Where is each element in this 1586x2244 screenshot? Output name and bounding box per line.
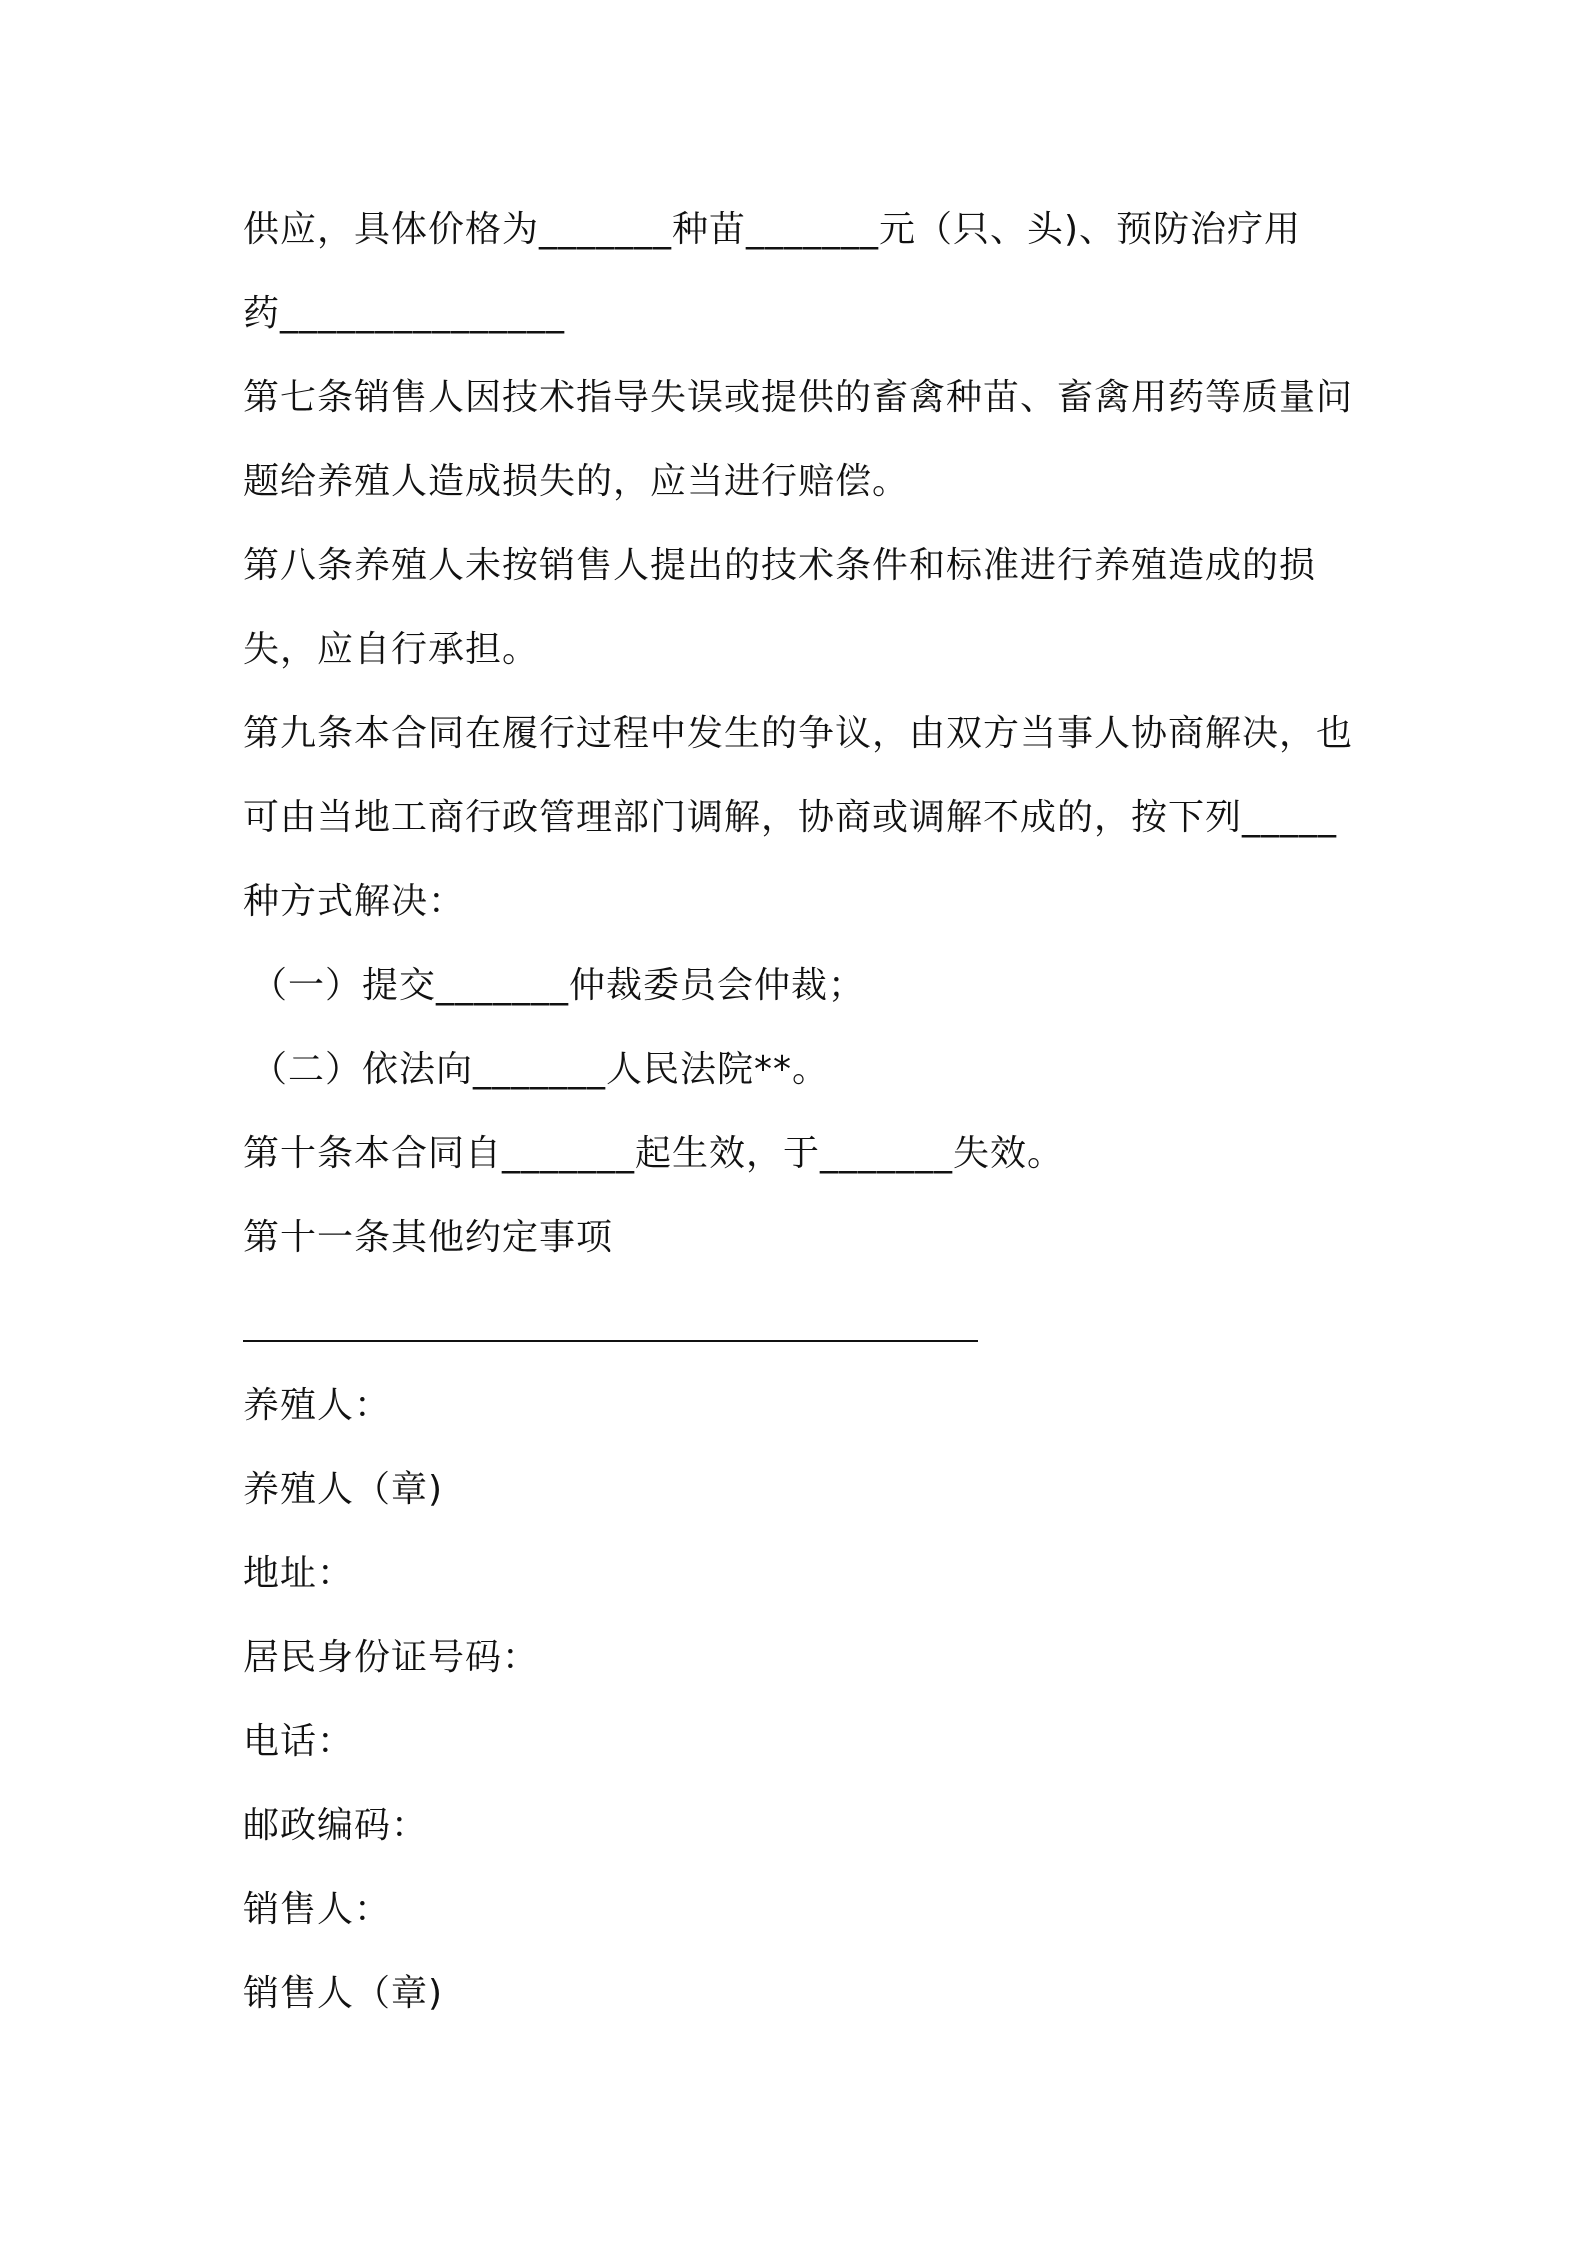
article-10-line: 第十条本合同自_______起生效，于_______失效。 [243,1133,1065,1174]
address-label: 地址： [243,1553,355,1594]
document-page [243,0,1363,2244]
article-11-title: 第十一条其他约定事项 [243,1217,614,1258]
seller-seal-label: 销售人（章) [243,1973,444,2014]
seller-label: 销售人： [243,1889,392,1930]
article-7-line-1: 第七条销售人因技术指导失误或提供的畜禽种苗、畜禽用药等质量问 [243,377,1354,418]
breeder-seal-label: 养殖人（章) [243,1469,444,1510]
postal-code-label: 邮政编码： [243,1805,429,1846]
article-8-line-1: 第八条养殖人未按销售人提出的技术条件和标准进行养殖造成的损 [243,545,1317,586]
article-9-line-3: 种方式解决： [243,881,466,922]
other-matters-blank-rule [243,1340,978,1342]
phone-label: 电话： [243,1721,355,1762]
article-9-line-1: 第九条本合同在履行过程中发生的争议，由双方当事人协商解决，也 [243,713,1354,754]
article-7-line-2: 题给养殖人造成损失的，应当进行赔偿。 [243,461,910,502]
court-option: （二）依法向_______人民法院**。 [251,1049,830,1090]
breeder-label: 养殖人： [243,1385,392,1426]
medicine-blank-line: 药_______________ [243,293,565,334]
article-9-line-2: 可由当地工商行政管理部门调解，协商或调解不成的，按下列_____ [243,797,1338,838]
arbitration-option: （一）提交_______仲裁委员会仲裁； [251,965,866,1006]
price-clause-line: 供应，具体价格为_______种苗_______元（只、头)、预防治疗用 [243,209,1302,250]
id-number-label: 居民身份证号码： [243,1637,540,1678]
article-8-line-2: 失，应自行承担。 [243,629,540,670]
